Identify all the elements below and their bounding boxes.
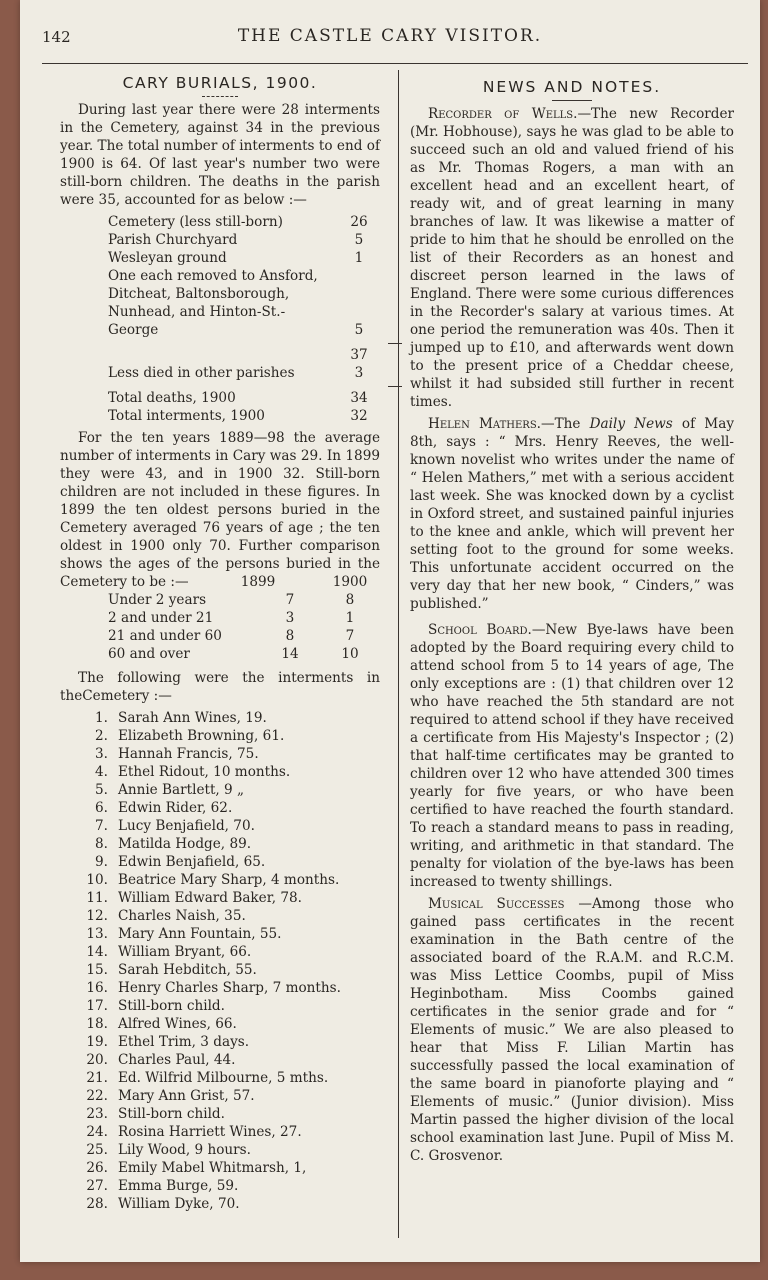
burial-number: 19. [86,1034,108,1050]
burial-number: 5. [95,782,108,798]
column-divider [398,70,399,1238]
burial-number: 27. [86,1178,108,1194]
burials-title: CARY BURIALS, 1900. [122,74,318,92]
age-row [108,609,380,627]
recorder-heading: Recorder of Wells. [428,106,578,122]
age-col-1900: 1900 [332,574,368,590]
burial-name: Henry Charles Sharp, 7 months. [118,980,341,996]
title-ornament [552,100,592,101]
age-1900: 10 [341,646,359,662]
school-body: —New Bye-laws have been adopted by the Board requiring every child to attend school from 5 to 14 years of age, The only exceptions are : (1) that children over 12 who have reached the 5th standard are not required to attend school if they have received a certificate from His Majesty's Inspector ; (2) that half-time certificates may be granted to children over 12 who have attended 300 times yearly for five years, or who have been certified to have reached the fourth standard. To reach a standard means to pass in reading, writing, and arithmetic in that standard. The penalty for violation of the bye-laws has been increased to twenty shillings. [410,622,734,890]
deaths-label: One each removed to Ansford, Ditcheat, Baltonsborough, Nunhead, and Hinton-St.-George [108,268,318,338]
burial-name: Lucy Benjafield, 70. [118,818,255,834]
sum-rule [388,386,402,387]
deaths-value: 26 [350,214,368,230]
less-label: Less died in other parishes [108,365,295,381]
burial-number: 22. [86,1088,108,1104]
total-deaths-label: Total deaths, 1900 [108,390,236,406]
journal-title: THE CASTLE CARY VISITOR. [237,26,543,46]
recorder-body: —The new Recorder (Mr. Hobhouse), says he was glad to be able to succeed such an old and valued friend of his as Mr. Thomas Rogers, a man with an excellent head and an excellent heart, of ready wit, and of great learning in many branches of law. It was likewise a matter of pride to him that he should be enrolled on the list of their Recorders as an honest and discreet person learned in the laws of England. There were some curious differences in the Recorder's salary at various times. At one period the remuneration was 40s. Then it jumped up to £10, and afterwards went down to the present price of a Cheddar cheese, whilst it had subsided still further in recent times. [410,106,734,410]
burial-item [68,997,380,1015]
burial-item [68,979,380,997]
burial-name: Edwin Benjafield, 65. [118,854,266,870]
burial-name: Matilda Hodge, 89. [118,836,252,852]
burial-item [68,1069,380,1087]
burial-name: Beatrice Mary Sharp, 4 months. [118,872,340,888]
age-label: Under 2 years [108,592,207,608]
school-paragraph [410,621,734,891]
burial-name: Still-born child. [118,1106,225,1122]
burials-column [60,72,380,1213]
burial-item [68,799,380,817]
sum-rule [388,343,402,344]
burial-name: Emma Burge, 59. [118,1178,239,1194]
running-header [20,26,760,52]
burial-item [68,1159,380,1177]
burial-name: Ed. Wilfrid Milbourne, 5 mths. [118,1070,329,1086]
age-1899: 3 [285,610,295,626]
total-deaths-row [108,389,380,407]
age-1900: 8 [345,592,355,608]
deaths-value: 5 [354,322,364,338]
burial-name: William Dyke, 70. [118,1196,240,1212]
burial-item [68,1177,380,1195]
burial-number: 25. [86,1142,108,1158]
burial-number: 23. [86,1106,108,1122]
deaths-label: Cemetery (less still-born) [108,214,283,230]
burial-list [68,709,380,1213]
burial-number: 24. [86,1124,108,1140]
burial-item [68,781,380,799]
age-1899: 8 [285,628,295,644]
total-interments-row [108,407,380,425]
less-row [108,364,380,382]
deaths-value: 1 [354,250,364,266]
subtotal-value: 37 [350,347,368,363]
deaths-value: 5 [354,232,364,248]
burial-number: 8. [95,836,108,852]
burial-number: 26. [86,1160,108,1176]
burial-item [68,1195,380,1213]
helen-heading: Helen Mathers. [428,416,541,432]
newspaper-name: Daily News [589,416,673,432]
burial-name: Hannah Francis, 75. [118,746,259,762]
burial-item [68,1033,380,1051]
burial-number: 13. [86,926,108,942]
music-body: —Among those who gained pass certificates in the recent examination in the Bath centre of the associated board of the R.A.M. and R.C.M. was Miss Lettice Coombs, pupil of Miss Heginbotham. Miss Coombs gained certificates in the senior grade and for “ Elements of music.” We are also pleased to hear that Miss F. Lilian Martin has successfully passed the local examination of the same board in pianoforte playing and “ Elements of music.” (Junior division). Miss Martin passed the higher division of the local school examination last June. Pupil of Miss M. C. Grosvenor. [410,896,734,1164]
burial-number: 11. [86,890,108,906]
burial-item [68,943,380,961]
age-header [228,573,380,591]
burial-item [68,745,380,763]
deaths-table [108,213,380,425]
school-heading: School Board. [428,622,532,638]
helen-text: of May 8th, says : “ Mrs. Henry Reeves, the well-known novelist who writes under the name of “ Helen Mathers,” met with a serious accident last week. She was knocked down by a cyclist in Oxford street, and sustained painful injuries to the knee and ankle, which will prevent her setting foot to the ground for some weeks. This unfortunate accident occurred on the very day that her new book, “ Cinders,” was published.” [410,416,734,612]
burial-name: Charles Paul, 44. [118,1052,236,1068]
burial-item [68,835,380,853]
burial-name: William Edward Baker, 78. [118,890,302,906]
burial-number: 18. [86,1016,108,1032]
total-interments-label: Total interments, 1900 [108,408,265,424]
burial-name: Ethel Ridout, 10 months. [118,764,291,780]
age-1899: 14 [281,646,299,662]
age-row [108,591,380,609]
burial-name: Ethel Trim, 3 days. [118,1034,250,1050]
header-rule [42,63,748,64]
burial-number: 6. [95,800,108,816]
age-label: 60 and over [108,646,190,662]
age-col-1899: 1899 [240,574,276,590]
age-label: 21 and under 60 [108,628,222,644]
burial-number: 3. [95,746,108,762]
burial-name: Mary Ann Grist, 57. [118,1088,255,1104]
deaths-label: Wesleyan ground [108,250,227,266]
burial-name: William Bryant, 66. [118,944,252,960]
burial-item [68,817,380,835]
burial-number: 20. [86,1052,108,1068]
age-row [108,645,380,663]
burial-item [68,1051,380,1069]
burial-item [68,1141,380,1159]
recorder-paragraph [410,105,734,411]
burial-name: Mary Ann Fountain, 55. [118,926,282,942]
deaths-row [108,231,380,249]
burial-name: Sarah Ann Wines, 19. [118,710,267,726]
age-1899: 7 [285,592,295,608]
helen-paragraph [410,415,734,613]
total-deaths-value: 34 [350,390,368,406]
burial-number: 14. [86,944,108,960]
burial-item [68,961,380,979]
deaths-row [108,249,380,267]
burial-item [68,925,380,943]
comparison-paragraph: For the ten years 1889—98 the average number of interments in Cary was 29. In 1899 they were 43, and in 1900 32. Still-born children are not included in these figures. In 1899 the ten oldest persons buried in the Cemetery averaged 76 years of age ; the ten oldest in 1900 only 70. Further comparison shows the ages of the persons buried in the Cemetery to be :— [60,430,380,590]
burial-name: Edwin Rider, 62. [118,800,233,816]
age-1900: 1 [345,610,355,626]
music-heading: Musical Successes [428,896,565,912]
burial-item [68,1087,380,1105]
burial-item [68,907,380,925]
burial-number: 15. [86,962,108,978]
burial-number: 12. [86,908,108,924]
burial-number: 16. [86,980,108,996]
age-1900: 7 [345,628,355,644]
title-ornament [202,96,238,97]
burial-item [68,871,380,889]
deaths-row [108,213,380,231]
burial-number: 17. [86,998,108,1014]
burial-name: Annie Bartlett, 9 „ [118,782,245,798]
burial-item [68,1105,380,1123]
deaths-label: Parish Churchyard [108,232,238,248]
burial-number: 9. [95,854,108,870]
burial-number: 28. [86,1196,108,1212]
burial-name: Charles Naish, 35. [118,908,246,924]
age-row [108,627,380,645]
burial-number: 4. [95,764,108,780]
burial-item [68,853,380,871]
burial-name: Sarah Hebditch, 55. [118,962,257,978]
news-title: NEWS AND NOTES. [482,78,662,96]
burial-item [68,1123,380,1141]
burial-item [68,1015,380,1033]
burial-item [68,889,380,907]
burial-number: 21. [86,1070,108,1086]
age-label: 2 and under 21 [108,610,214,626]
burial-number: 2. [95,728,108,744]
helen-text: —The [541,416,590,432]
burial-item [68,727,380,745]
burial-name: Elizabeth Browning, 61. [118,728,285,744]
page-number: 142 [42,28,71,46]
deaths-row [108,267,380,339]
interments-intro: The following were the interments in theCemetery :— [60,670,380,704]
subtotal-row [108,346,380,364]
news-column [410,72,734,1169]
burial-name: Alfred Wines, 66. [118,1016,237,1032]
music-paragraph [410,895,734,1165]
burial-item [68,709,380,727]
total-interments-value: 32 [350,408,368,424]
burial-number: 10. [86,872,108,888]
burial-name: Lily Wood, 9 hours. [118,1142,251,1158]
burial-item [68,763,380,781]
burials-intro: During last year there were 28 interments in the Cemetery, against 34 in the previous year. The total number of interments to end of 1900 is 64. Of last year's number two were still-born children. The deaths in the parish were 35, accounted for as below :— [60,102,380,208]
burial-name: Rosina Harriett Wines, 27. [118,1124,302,1140]
less-value: 3 [354,365,364,381]
page [20,0,760,1262]
burial-name: Still-born child. [118,998,225,1014]
burial-number: 7. [95,818,108,834]
burial-number: 1. [95,710,108,726]
burial-name: Emily Mabel Whitmarsh, 1, [118,1160,307,1176]
